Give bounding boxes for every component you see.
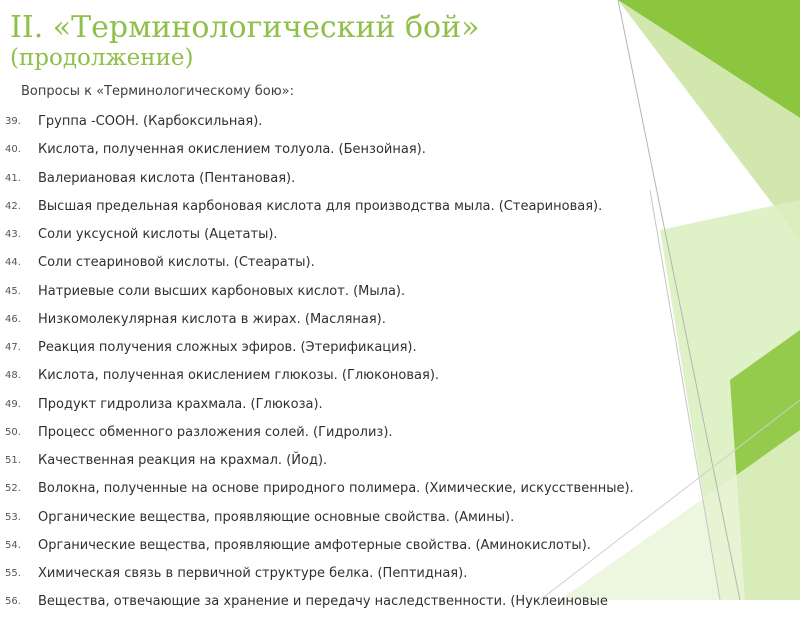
list-item — [0, 504, 790, 532]
list-item-text: Низкомолекулярная кислота в жирах. (Масляная). — [38, 311, 386, 327]
list-item-number: 50. — [5, 426, 21, 438]
list-item-text: Высшая предельная карбоновая кислота для производства мыла. (Стеариновая). — [38, 198, 603, 214]
list-item — [0, 221, 790, 249]
list-item-number: 42. — [5, 200, 21, 212]
list-item-text: Волокна, полученные на основе природного полимера. (Химические, искусственные). — [38, 481, 634, 497]
list-item-text: Соли уксусной кислоты (Ацетаты). — [38, 227, 278, 242]
list-item-text: Органические вещества, проявляющие амфотерные свойства. (Аминокислоты). — [38, 537, 591, 553]
list-item-number: 49. — [5, 398, 21, 410]
list-item-text: Соли стеариновой кислоты. (Стеараты). — [38, 255, 315, 271]
list-item-number: 54. — [5, 539, 21, 551]
list-item-number: 51. — [5, 455, 21, 466]
list-item-number: 41. — [5, 172, 21, 184]
list-item — [0, 334, 790, 362]
list-item-text: Химическая связь в первичной структуре белка. (Пептидная). — [38, 566, 468, 581]
list-item — [0, 447, 790, 475]
title-line-2: (продолжение) — [10, 44, 194, 71]
list-item — [0, 532, 790, 560]
list-item — [0, 362, 790, 390]
intro-text: Вопросы к «Терминологическому бою»: — [21, 84, 295, 99]
list-item-text: Органические вещества, проявляющие основные свойства. (Амины). — [38, 509, 515, 525]
list-item — [0, 249, 790, 277]
list-item-number: 56. — [5, 596, 21, 608]
list-item-number: 40. — [5, 144, 21, 156]
list-item — [0, 560, 790, 588]
list-item — [0, 278, 790, 306]
list-item-number: 43. — [5, 229, 21, 240]
list-item-number: 39. — [5, 116, 21, 127]
list-item-number: 53. — [5, 511, 21, 523]
list-item-number: 47. — [5, 342, 21, 353]
list-item — [0, 108, 790, 136]
list-item-text: Кислота, полученная окислением толуола. (Бензойная). — [38, 142, 426, 158]
list-item — [0, 193, 790, 221]
list-item — [0, 475, 790, 503]
list-item-text: Продукт гидролиза крахмала. (Глюкоза). — [38, 396, 323, 412]
questions-list — [0, 108, 790, 617]
list-item-text: Натриевые соли высших карбоновых кислот. (Мыла). — [38, 283, 406, 299]
list-item-text: Кислота, полученная окислением глюкозы. (Глюконовая). — [38, 368, 440, 384]
list-item-number: 52. — [5, 483, 21, 495]
title-line-1: II. «Терминологический бой» — [10, 10, 480, 45]
list-item — [0, 391, 790, 419]
list-item — [0, 306, 790, 334]
list-item-text: Группа -COOH. (Карбоксильная). — [38, 114, 263, 129]
list-item-number: 44. — [5, 257, 21, 269]
list-item — [0, 588, 790, 616]
list-item — [0, 165, 790, 193]
list-item — [0, 136, 790, 164]
list-item-number: 48. — [5, 370, 21, 382]
list-item-text: Валериановая кислота (Пентановая). — [38, 170, 296, 186]
list-item-text: Процесс обменного разложения солей. (Гидролиз). — [38, 424, 393, 440]
list-item — [0, 419, 790, 447]
list-item-number: 46. — [5, 313, 21, 325]
list-item-text: Вещества, отвечающие за хранение и передачу наследственности. (Нуклеиновые — [38, 594, 608, 610]
slide-title — [10, 12, 479, 70]
list-item-number: 55. — [5, 568, 21, 579]
list-item-number: 45. — [5, 285, 21, 297]
list-item-text: Качественная реакция на крахмал. (Йод). — [38, 453, 328, 468]
list-item-text: Реакция получения сложных эфиров. (Этерификация). — [38, 340, 417, 355]
